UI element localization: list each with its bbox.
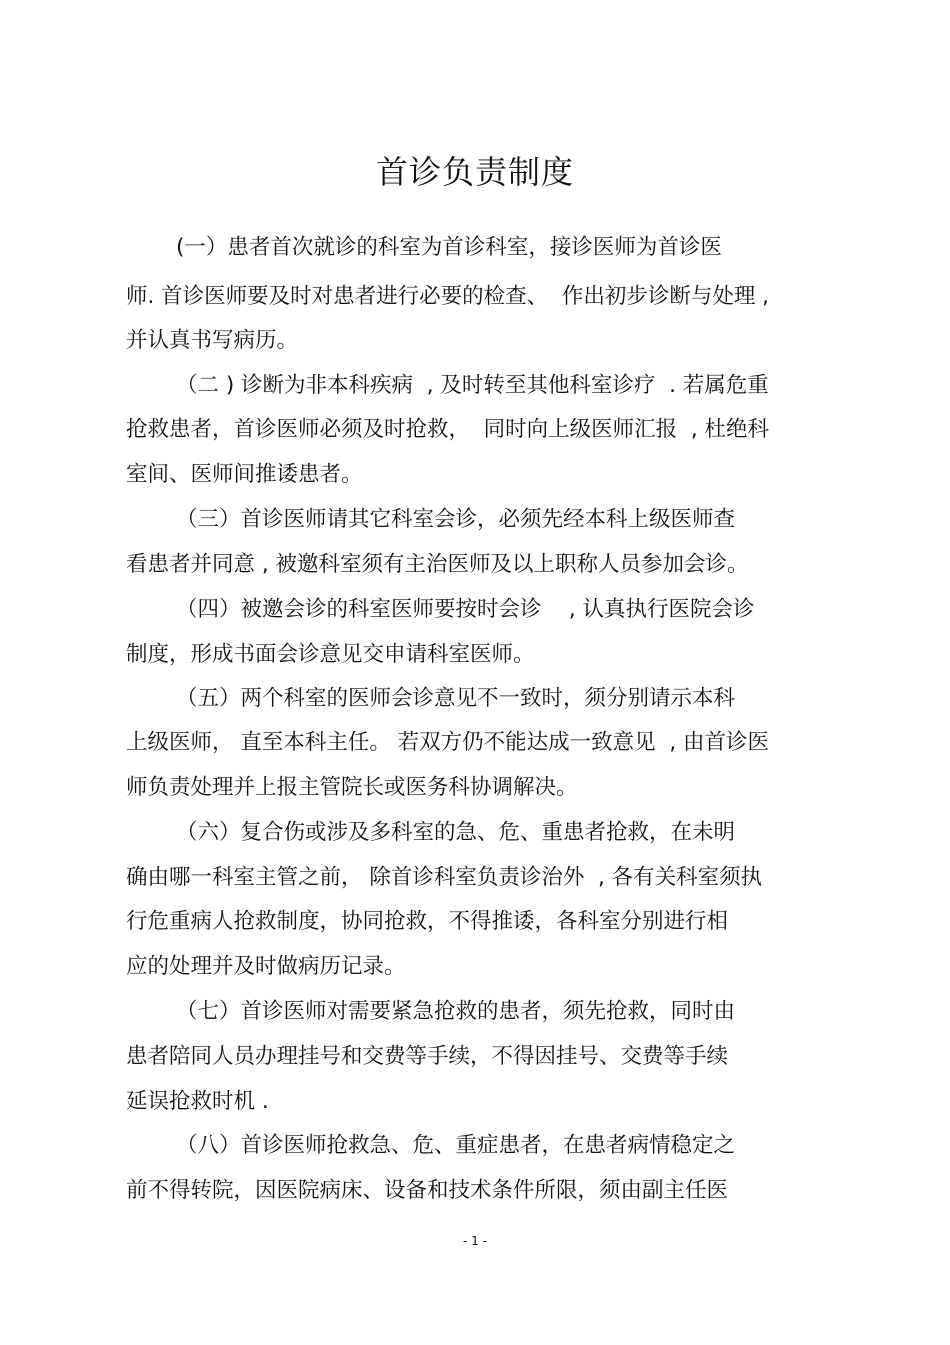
paragraph-5-line-3: 师负责处理并上报主管院长或医务科协调解决。 [126, 775, 578, 800]
paragraph-5-line-2: 上级医师， 直至本科主任。 若双方仍不能达成一致意见 , 由首诊医 [126, 730, 770, 755]
page-number: - 1 - [463, 1234, 487, 1248]
paragraph-8-line-1: （八）首诊医师抢救急、危、重症患者，在患者病情稳定之 [176, 1133, 736, 1158]
document-title: 首诊负责制度 [375, 153, 574, 191]
paragraph-7-line-3: 延误抢救时机 . [126, 1089, 269, 1114]
paragraph-6-line-2: 确由哪一科室主管之前， 除首诊科室负责诊治外 , 各有关科室须执 [126, 865, 763, 890]
paragraph-6-line-3: 行危重病人抢救制度，协同抢救，不得推诿，各科室分别进行相 [126, 909, 729, 934]
paragraph-6-line-4: 应的处理并及时做病历记录。 [126, 954, 406, 979]
paragraph-1-line-1: (一）患者首次就诊的科室为首诊科室，接诊医师为首诊医 [176, 235, 722, 260]
paragraph-7-line-1: （七）首诊医师对需要紧急抢救的患者，须先抢救，同时由 [176, 999, 736, 1024]
paragraph-3-line-2: 看患者并同意 , 被邀科室须有主治医师及以上职称人员参加会诊。 [126, 552, 749, 577]
paragraph-2-line-1: （二 ) 诊断为非本科疾病 , 及时转至其他科室诊疗 . 若属危重 [176, 373, 769, 398]
paragraph-2-line-2: 抢救患者，首诊医师必须及时抢救， 同时向上级医师汇报 , 杜绝科 [126, 417, 770, 442]
paragraph-2-line-3: 室间、医师间推诿患者。 [126, 462, 363, 487]
paragraph-1-line-2: 师. 首诊医师要及时对患者进行必要的检查、 作出初步诊断与处理 , [126, 284, 770, 309]
paragraph-8-line-2: 前不得转院，因医院病床、设备和技术条件所限，须由副主任医 [126, 1178, 729, 1203]
paragraph-4-line-2: 制度，形成书面会诊意见交申请科室医师。 [126, 642, 535, 667]
paragraph-3-line-1: （三）首诊医师请其它科室会诊，必须先经本科上级医师查 [176, 507, 736, 532]
paragraph-5-line-1: （五）两个科室的医师会诊意见不一致时，须分别请示本科 [176, 686, 736, 711]
paragraph-7-line-2: 患者陪同人员办理挂号和交费等手续，不得因挂号、交费等手续 [126, 1044, 729, 1069]
paragraph-4-line-1: （四）被邀会诊的科室医师要按时会诊 , 认真执行医院会诊 [176, 597, 755, 622]
paragraph-6-line-1: （六）复合伤或涉及多科室的急、危、重患者抢救，在未明 [176, 820, 736, 845]
paragraph-1-line-3: 并认真书写病历。 [126, 328, 299, 353]
